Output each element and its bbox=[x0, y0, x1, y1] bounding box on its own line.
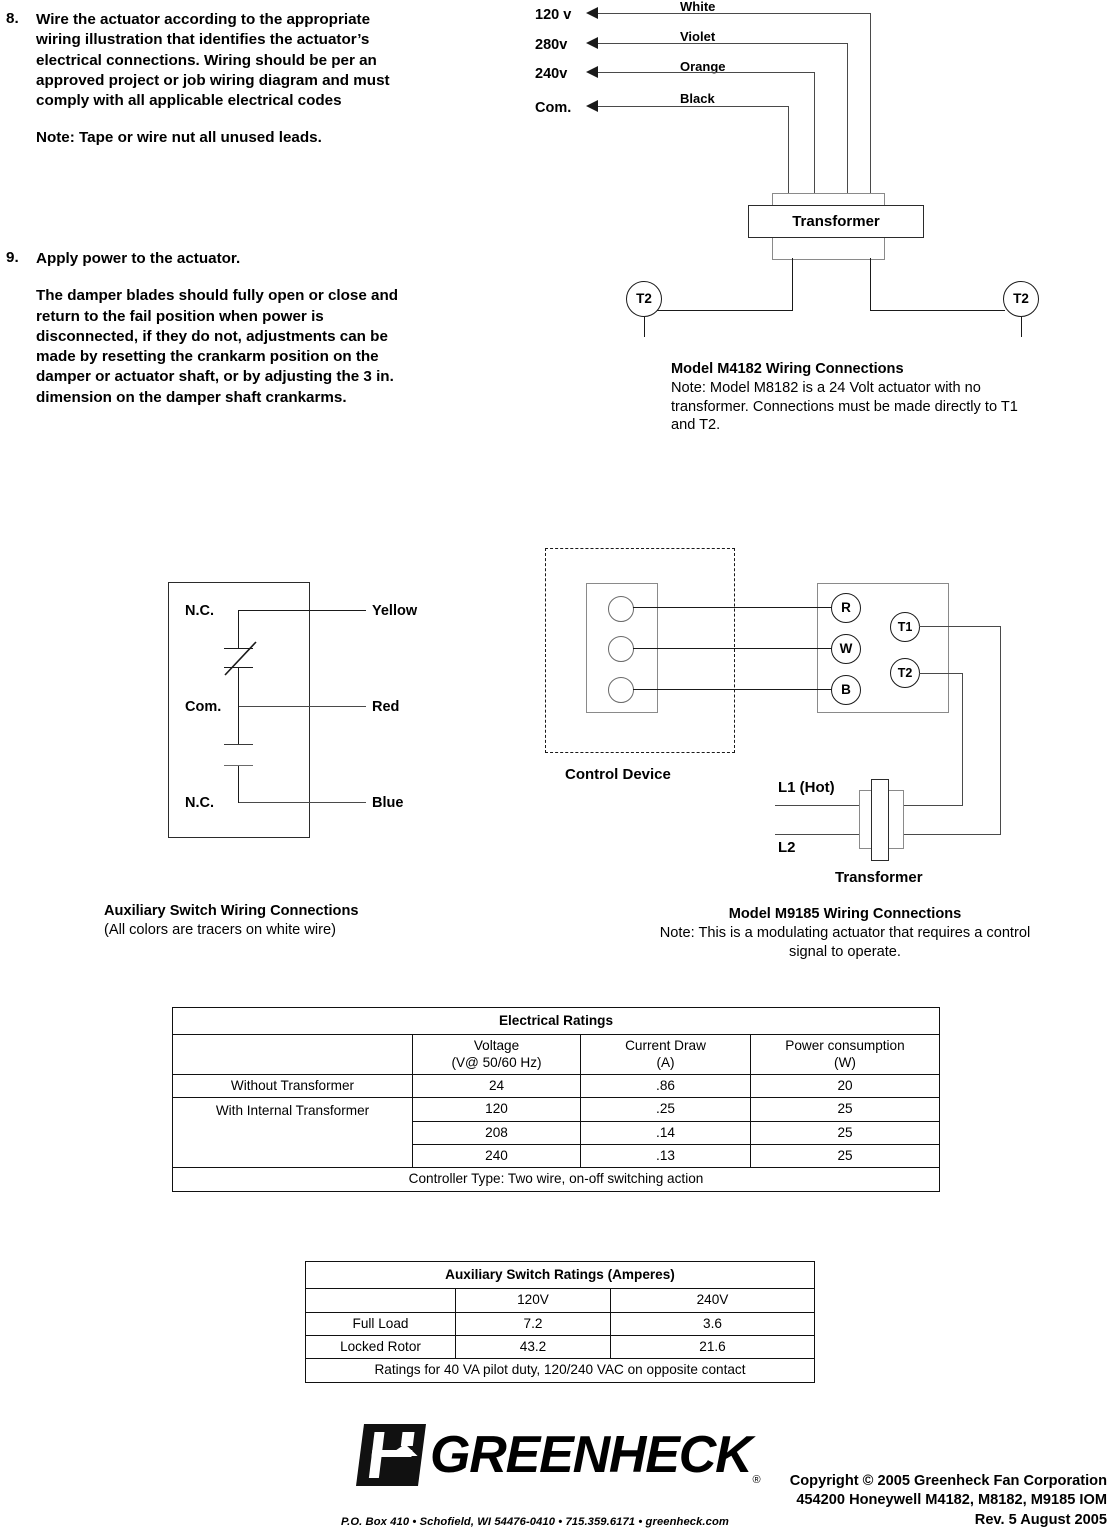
table-row bbox=[173, 1074, 940, 1097]
wire-color-violet: Violet bbox=[680, 29, 716, 44]
step-8-paragraph-1: Wire the actuator according to the appropriate wiring illustration that identifies the actuator’s electrical connections. Wiring should be per an approved project or job wiring diagram and must comply with all applicable electrical codes bbox=[36, 11, 390, 110]
aux-wire-color-blue: Blue bbox=[372, 795, 404, 811]
step-9-paragraph-2: The damper blades should fully open or close and return to the fail position when power is disconnected, if they do not, adjustments can be made by resetting the crankarm position on the damper or actuator shaft, or by adjusting the 3 in. dimension on the damper shaft crankarms. bbox=[36, 287, 399, 406]
lead-line-orange bbox=[598, 72, 815, 73]
step-9-body bbox=[36, 249, 424, 408]
electrical-ratings-header-power bbox=[751, 1035, 940, 1075]
aux-row-0-label: Full Load bbox=[306, 1312, 456, 1335]
terminal-stub-right bbox=[1021, 317, 1022, 337]
electrical-row-3-power: 25 bbox=[751, 1144, 940, 1167]
electrical-row-0-power: 20 bbox=[751, 1074, 940, 1097]
step-8-body bbox=[36, 10, 396, 149]
table-row bbox=[173, 1098, 940, 1121]
electrical-ratings-header-blank bbox=[173, 1035, 413, 1075]
greenheck-logo-wordmark: GREENHECK bbox=[430, 1426, 752, 1484]
aux-lead-line-red bbox=[238, 706, 366, 707]
arrow-icon-120v bbox=[586, 7, 598, 19]
arrow-icon-280v bbox=[586, 37, 598, 49]
t1-wire-to-transformer bbox=[904, 834, 1001, 835]
aux-ratings-header-row bbox=[306, 1289, 815, 1312]
tap-label-com: Com. bbox=[535, 100, 572, 116]
aux-ratings-header-blank bbox=[306, 1289, 456, 1312]
aux-wire-color-red: Red bbox=[372, 699, 400, 715]
aux-row-0-v240: 3.6 bbox=[611, 1312, 815, 1335]
secondary-lead-right bbox=[870, 310, 1005, 311]
aux-row-1-label: Locked Rotor bbox=[306, 1335, 456, 1358]
electrical-row-0-voltage: 24 bbox=[413, 1074, 581, 1097]
m9185-transformer-label: Transformer bbox=[835, 869, 923, 886]
arrow-icon-com bbox=[586, 100, 598, 112]
electrical-ratings-header-voltage-line1: Voltage bbox=[473, 1038, 520, 1054]
electrical-row-0-label: Without Transformer bbox=[173, 1074, 413, 1097]
control-device-label: Control Device bbox=[565, 766, 671, 783]
lead-line-black bbox=[598, 106, 789, 107]
secondary-lead-left bbox=[656, 310, 793, 311]
electrical-ratings-header-row bbox=[173, 1035, 940, 1075]
terminal-node-t2-left-label: T2 bbox=[636, 291, 652, 307]
signal-wire-r bbox=[633, 607, 832, 608]
aux-row-1-v120: 43.2 bbox=[456, 1335, 611, 1358]
electrical-row-1-label: With Internal Transformer bbox=[173, 1098, 413, 1168]
electrical-row-3-voltage: 240 bbox=[413, 1144, 581, 1167]
step-9-number: 9. bbox=[6, 249, 19, 266]
m9185-caption-note: Note: This is a modulating actuator that requires a control signal to operate. bbox=[659, 924, 1031, 960]
aux-terminal-label-com: Com. bbox=[185, 699, 222, 715]
electrical-ratings-header-current-line2: (A) bbox=[656, 1054, 675, 1070]
electrical-ratings-header-current-line1: Current Draw bbox=[625, 1038, 706, 1054]
m9185-caption-title: Model M9185 Wiring Connections bbox=[728, 906, 962, 922]
aux-contact-bottom-bar-lower bbox=[224, 765, 253, 766]
electrical-row-2-current: .14 bbox=[581, 1121, 751, 1144]
actuator-terminal-t1 bbox=[890, 612, 920, 642]
company-address: P.O. Box 410 • Schofield, WI 54476-0410 • 715.359.6171 • greenheck.com bbox=[341, 1516, 729, 1528]
terminal-node-t2-right-label: T2 bbox=[1013, 291, 1029, 307]
electrical-ratings-footer-row bbox=[173, 1168, 940, 1191]
actuator-terminal-r bbox=[831, 593, 861, 623]
aux-switch-caption-title: Auxiliary Switch Wiring Connections bbox=[104, 903, 359, 919]
step-8-number: 8. bbox=[6, 10, 19, 27]
m4182-caption bbox=[671, 360, 1031, 435]
actuator-terminal-w bbox=[831, 634, 861, 664]
registered-trademark-icon: ® bbox=[752, 1474, 761, 1486]
aux-switch-caption bbox=[104, 902, 524, 940]
terminal-node-t2-right bbox=[1003, 281, 1039, 317]
aux-row-1-v240: 21.6 bbox=[611, 1335, 815, 1358]
aux-bus-segment-bottom bbox=[238, 766, 239, 803]
electrical-ratings-header-power-line1: Power consumption bbox=[785, 1038, 905, 1054]
drop-line-orange bbox=[814, 72, 815, 196]
tap-label-120v: 120 v bbox=[535, 7, 572, 23]
aux-row-0-v120: 7.2 bbox=[456, 1312, 611, 1335]
aux-terminal-label-nc-top: N.C. bbox=[185, 603, 214, 619]
control-terminal-node-3 bbox=[608, 677, 634, 703]
t2-wire-horizontal bbox=[919, 673, 963, 674]
control-terminal-node-1 bbox=[608, 596, 634, 622]
primary-line-l2 bbox=[775, 834, 859, 835]
m4182-wiring-diagram bbox=[520, 0, 1115, 345]
copyright-line-1: Copyright © 2005 Greenheck Fan Corporation bbox=[789, 1473, 1107, 1489]
aux-switch-caption-note: (All colors are tracers on white wire) bbox=[104, 921, 336, 938]
secondary-line-left bbox=[792, 258, 793, 311]
arrow-icon-240v bbox=[586, 66, 598, 78]
aux-contact-slash-icon bbox=[223, 640, 257, 676]
aux-ratings-title-row bbox=[306, 1262, 815, 1289]
auxiliary-switch-ratings-table bbox=[305, 1261, 815, 1383]
electrical-ratings-title-row bbox=[173, 1008, 940, 1035]
electrical-row-2-power: 25 bbox=[751, 1121, 940, 1144]
drop-line-black bbox=[788, 106, 789, 196]
electrical-ratings-header-voltage bbox=[413, 1035, 581, 1075]
instruction-step-8 bbox=[6, 10, 406, 149]
aux-wire-color-yellow: Yellow bbox=[372, 603, 418, 619]
line-label-l2: L2 bbox=[778, 839, 796, 856]
primary-line-l1 bbox=[775, 805, 859, 806]
actuator-terminal-t2 bbox=[890, 658, 920, 688]
electrical-row-1-current: .25 bbox=[581, 1098, 751, 1121]
actuator-terminal-w-label: W bbox=[839, 641, 853, 657]
actuator-terminal-b bbox=[831, 675, 861, 705]
aux-ratings-footer: Ratings for 40 VA pilot duty, 120/240 VAC on opposite contact bbox=[306, 1359, 815, 1382]
terminal-node-t2-left bbox=[626, 281, 662, 317]
step-8-paragraph-2: Note: Tape or wire nut all unused leads. bbox=[36, 129, 322, 147]
m4182-caption-title: Model M4182 Wiring Connections bbox=[671, 361, 904, 377]
electrical-ratings-header-power-line2: (W) bbox=[834, 1054, 856, 1070]
actuator-terminal-r-label: R bbox=[841, 600, 851, 616]
electrical-ratings-title: Electrical Ratings bbox=[173, 1008, 940, 1035]
copyright-block bbox=[645, 1472, 1107, 1530]
electrical-row-1-voltage: 120 bbox=[413, 1098, 581, 1121]
signal-wire-w bbox=[633, 648, 832, 649]
lead-line-violet bbox=[598, 43, 848, 44]
drop-line-white bbox=[870, 13, 871, 196]
aux-contact-bottom-bar-upper bbox=[224, 744, 253, 745]
electrical-row-0-current: .86 bbox=[581, 1074, 751, 1097]
actuator-terminal-t1-label: T1 bbox=[897, 619, 913, 634]
wire-color-orange: Orange bbox=[680, 59, 726, 74]
t1-wire-horizontal bbox=[919, 626, 1001, 627]
tap-label-240v: 240v bbox=[535, 66, 568, 82]
table-row bbox=[306, 1312, 815, 1335]
terminal-stub-left bbox=[644, 317, 645, 337]
m9185-transformer-core bbox=[871, 779, 889, 861]
electrical-row-3-current: .13 bbox=[581, 1144, 751, 1167]
wire-color-white: White bbox=[680, 0, 716, 14]
aux-lead-line-blue bbox=[238, 802, 366, 803]
actuator-terminal-t2-label: T2 bbox=[897, 665, 913, 680]
m9185-caption bbox=[650, 905, 1040, 961]
aux-ratings-footer-row bbox=[306, 1359, 815, 1382]
electrical-row-2-voltage: 208 bbox=[413, 1121, 581, 1144]
tap-label-280v: 280v bbox=[535, 37, 568, 53]
t2-wire-to-transformer bbox=[904, 805, 963, 806]
step-9-paragraph-1: Apply power to the actuator. bbox=[36, 250, 241, 267]
signal-wire-b bbox=[633, 689, 832, 690]
control-terminal-node-2 bbox=[608, 636, 634, 662]
table-row bbox=[306, 1335, 815, 1358]
aux-ratings-header-240v: 240V bbox=[611, 1289, 815, 1312]
secondary-line-right bbox=[870, 258, 871, 311]
aux-terminal-label-nc-bottom: N.C. bbox=[185, 795, 214, 811]
drop-line-violet bbox=[847, 43, 848, 196]
t2-wire-vertical bbox=[962, 673, 963, 806]
m4182-caption-note: Note: Model M8182 is a 24 Volt actuator with no transformer. Connections must be made directly to T1 and T2. bbox=[671, 379, 1018, 434]
instruction-step-9 bbox=[6, 249, 426, 408]
transformer-label: Transformer bbox=[792, 213, 880, 230]
electrical-ratings-table bbox=[172, 1007, 940, 1192]
aux-ratings-title: Auxiliary Switch Ratings (Amperes) bbox=[306, 1262, 815, 1289]
aux-ratings-header-120v: 120V bbox=[456, 1289, 611, 1312]
auxiliary-switch-diagram bbox=[150, 570, 480, 860]
electrical-row-1-power: 25 bbox=[751, 1098, 940, 1121]
electrical-ratings-header-voltage-line2: (V@ 50/60 Hz) bbox=[451, 1054, 542, 1070]
electrical-ratings-header-current bbox=[581, 1035, 751, 1075]
copyright-line-3: Rev. 5 August 2005 bbox=[974, 1511, 1107, 1528]
aux-lead-line-yellow bbox=[238, 610, 366, 611]
t1-wire-vertical bbox=[1000, 626, 1001, 835]
actuator-terminal-b-label: B bbox=[841, 682, 851, 698]
copyright-line-2: 454200 Honeywell M4182, M8182, M9185 IOM bbox=[796, 1492, 1107, 1509]
lead-line-white bbox=[598, 13, 871, 14]
transformer-label-box bbox=[748, 205, 924, 238]
m9185-wiring-diagram bbox=[540, 540, 1040, 900]
wire-color-black: Black bbox=[680, 91, 715, 106]
electrical-ratings-footer: Controller Type: Two wire, on-off switching action bbox=[173, 1168, 940, 1191]
line-label-l1: L1 (Hot) bbox=[778, 779, 835, 796]
greenheck-logo-mark-icon bbox=[352, 1420, 426, 1490]
